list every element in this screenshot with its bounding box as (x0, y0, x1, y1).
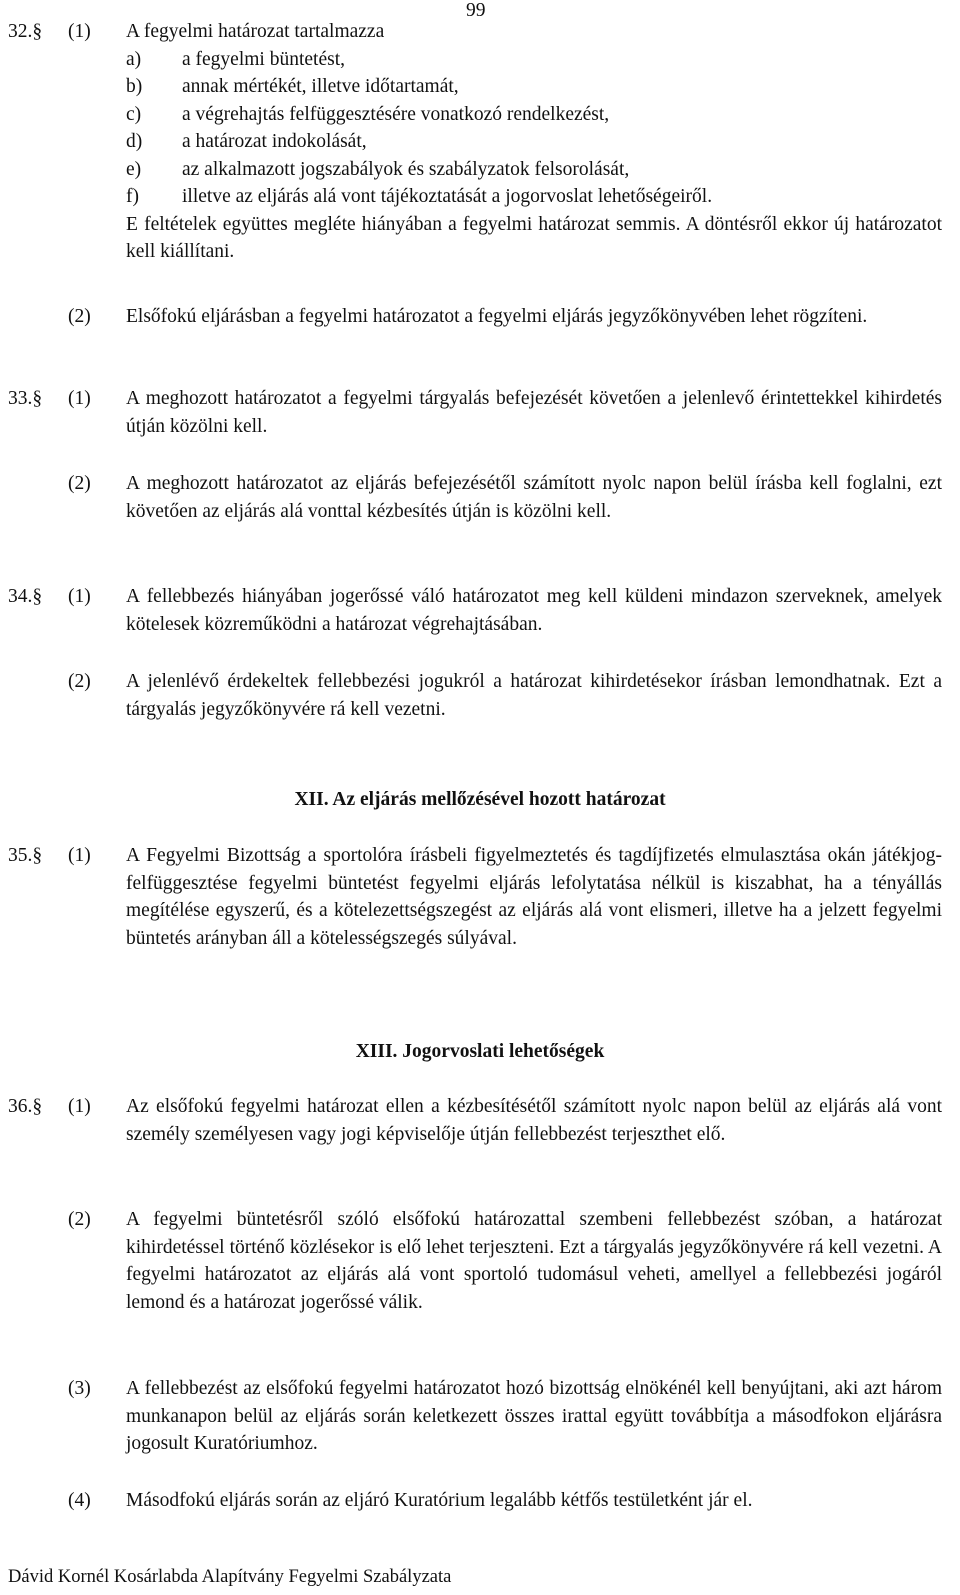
paragraph-label: (2) (68, 306, 91, 327)
paragraph-label: (1) (68, 21, 91, 42)
section-number: 34.§ (8, 586, 43, 607)
list-item: b) annak mértékét, illetve időtartamát, (126, 76, 459, 97)
page-number: 99 (466, 0, 486, 21)
page-footer: Dávid Kornél Kosárlabda Alapítvány Fegyelmi Szabályzata (8, 1567, 452, 1587)
section-34-p1 (8, 583, 942, 638)
paragraph-text: A fegyelmi büntetésről szóló elsőfokú határozattal szembeni fellebbezést szóban, a határozat kihirdetéssel történő közlésekor is elő lehet terjeszteni. Ezt a tárgyalás jegyzőkönyvére rá kell vezetni. A fegyelmi határozatot az eljárás alá vont sportoló tudomásul veheti, amellyel a fellebbezési jogáról lemond és a határozat jogerőssé válik. (126, 1209, 942, 1313)
list-item: d) a határozat indokolását, (126, 131, 367, 152)
section-36-p2 (8, 1206, 942, 1316)
section-34-p2 (8, 668, 942, 723)
paragraph-text: A jelenlévő érdekeltek fellebbezési jogukról a határozat kihirdetésekor írásban lemondhatnak. Ezt a tárgyalás jegyzőkönyvére rá kell vezetni. (126, 671, 942, 720)
list-item: f) illetve az eljárás alá vont tájékoztatását a jogorvoslat lehetőségeiről. (126, 186, 713, 207)
section-32-tail: E feltételek együttes megléte hiányában a fegyelmi határozat semmis. A döntésről ekkor új határozatot kell kiállítani. (126, 213, 942, 262)
list-item: a) a fegyelmi büntetést, (126, 48, 345, 70)
section-36-p4 (8, 1487, 942, 1515)
paragraph-text: A fellebbezést az elsőfokú fegyelmi határozatot hozó bizottság elnökénél kell benyújtani, aki azt három munkanapon belül az eljárás során keletkezett összes irattal együtt továbbítja a másodfokon eljárásra jogosult Kuratóriumhoz. (126, 1378, 942, 1454)
section-32-list (126, 18, 942, 266)
section-number: 32.§ (8, 21, 43, 42)
section-36-p3 (8, 1375, 942, 1458)
section-33-p1 (8, 385, 942, 440)
section-35-p1 (8, 842, 942, 952)
list-item: c) a végrehajtás felfüggesztésére vonatkozó rendelkezést, (126, 103, 610, 125)
paragraph-text: A fellebbezés hiányában jogerőssé váló határozatot meg kell küldeni mindazon szerveknek, amelyek kötelesek közreműködni a határozat végrehajtásában. (126, 586, 942, 635)
paragraph-label: (3) (68, 1378, 91, 1399)
paragraph-text: Másodfokú eljárás során az eljáró Kuratórium legalább kétfős testületként jár el. (126, 1490, 753, 1511)
paragraph-label: (1) (68, 845, 91, 866)
paragraph-label: (2) (68, 671, 91, 692)
section-32-p1 (8, 18, 942, 266)
paragraph-label: (1) (68, 1096, 91, 1117)
chapter-heading-xiii: XIII. Jogorvoslati lehetőségek (355, 1041, 605, 1062)
paragraph-label: (2) (68, 473, 91, 494)
section-36-p1 (8, 1093, 942, 1148)
paragraph-label: (1) (68, 388, 91, 409)
section-number: 36.§ (8, 1096, 43, 1117)
section-32-intro: A fegyelmi határozat tartalmazza (126, 21, 385, 42)
paragraph-text: A Fegyelmi Bizottság a sportolóra írásbeli figyelmeztetés és tagdíjfizetés elmulasztása okán játékjog-felfüggesztése fegyelmi büntetést fegyelmi eljárás lefolytatása nélkül is kiszabhat, ha a tényállás megítélése egyszerű, és a kötelezettségszegést az eljárás alá vont elismeri, illetve ha a jelzett fegyelmi büntetés arányban áll a kötelességszegés súlyával. (126, 845, 942, 949)
paragraph-label: (1) (68, 586, 91, 607)
paragraph-text: Elsőfokú eljárásban a fegyelmi határozatot a fegyelmi eljárás jegyzőkönyvében lehet rögzíteni. (126, 306, 868, 327)
paragraph-label: (2) (68, 1209, 91, 1230)
section-number: 33.§ (8, 388, 43, 409)
paragraph-text: A meghozott határozatot a fegyelmi tárgyalás befejezését követően a jelenlevő érintettekkel kihirdetés útján közölni kell. (126, 388, 942, 437)
paragraph-label: (4) (68, 1490, 91, 1511)
paragraph-text: A meghozott határozatot az eljárás befejezésétől számított nyolc napon belül írásba kell foglalni, ezt követően az eljárás alá vonttal kézbesítés útján is közölni kell. (126, 473, 942, 522)
paragraph-text: Az elsőfokú fegyelmi határozat ellen a kézbesítésétől számított nyolc napon belül az eljárás alá vont személy személyesen vagy jogi képviselője útján fellebbezést terjeszthet elő. (126, 1096, 942, 1145)
list-item: e) az alkalmazott jogszabályok és szabályzatok felsorolását, (126, 158, 630, 180)
section-number: 35.§ (8, 845, 43, 866)
chapter-heading-xii: XII. Az eljárás mellőzésével hozott határozat (294, 789, 666, 810)
section-32-p2 (8, 303, 942, 331)
section-33-p2 (8, 470, 942, 525)
